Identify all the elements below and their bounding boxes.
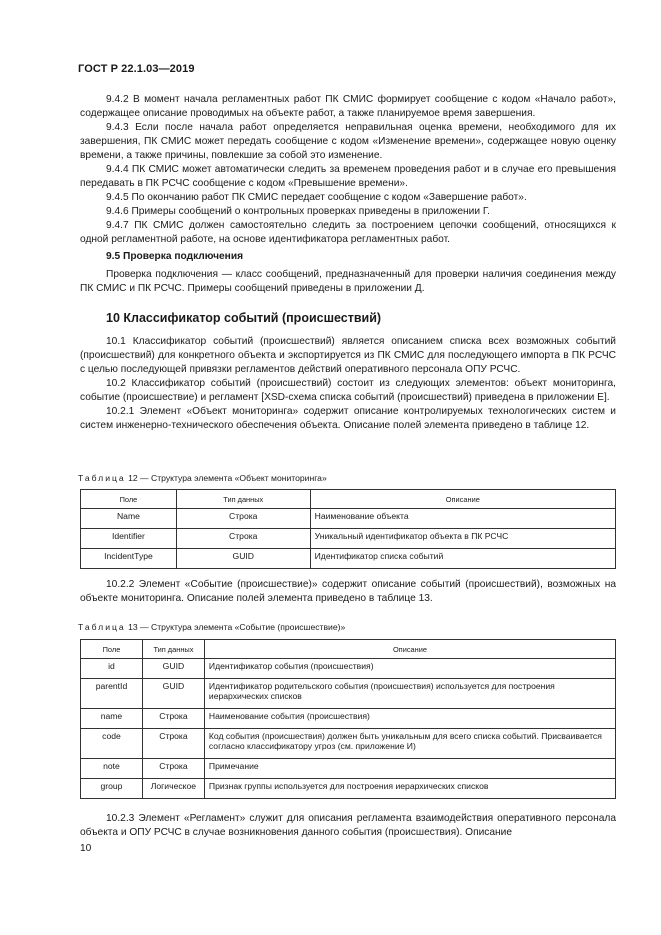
table-12: [80, 489, 616, 569]
table-cell: code: [81, 729, 143, 759]
table-cell: Уникальный идентификатор объекта в ПК РСЧС: [310, 529, 615, 549]
paragraph-9-4-4: 9.4.4 ПК СМИС может автоматически следить за временем проведения работ и в случае его превышения передавать в ПК РСЧС сообщение с кодом «Превышение времени».: [80, 164, 616, 189]
section-9-5-text-block: [80, 268, 616, 296]
table-cell: GUID: [142, 659, 204, 679]
table-13: [80, 639, 616, 799]
document-header: ГОСТ Р 22.1.03—2019: [78, 63, 195, 75]
table-row: [81, 729, 616, 759]
section-9-5-block: [80, 250, 616, 264]
table-cell: Код события (происшествия) должен быть уникальным для всего списка событий. Присваивается согласно классификатору угроз (см. приложение И): [204, 729, 615, 759]
page-number: 10: [80, 843, 92, 854]
table-header-cell: Описание: [204, 640, 615, 659]
paragraph-10-2-3: 10.2.3 Элемент «Регламент» служит для описания регламента взаимодействия оперативного персонала объекта и ОПУ РСЧС в случае возникновения данного события (происшествия). Описание: [80, 813, 616, 838]
table-row: [81, 549, 616, 569]
table-cell: Идентификатор родительского события (происшествия) используется для построения иерархических списков: [204, 679, 615, 709]
table-cell: Наименование события (происшествия): [204, 709, 615, 729]
paragraph-10-1: 10.1 Классификатор событий (происшествий) является описанием списка всех возможных событий (происшествий) для конкретного объекта и экспортируется из ПК СМИС для последующего импорта в ПК РСЧС с целью последующей привязки регламентов действий оперативного персонала ОПУ РСЧС.: [80, 336, 616, 375]
paragraph-10-2: 10.2 Классификатор событий (происшествий) состоит из следующих элементов: объект мониторинга, событие (происшествие) и регламент [XSD-схема списка событий (происшествий) приведена в приложении Е].: [80, 378, 616, 403]
table-cell: note: [81, 759, 143, 779]
section-9-5-text: Проверка подключения — класс сообщений, предназначенный для проверки наличия соединения между ПК СМИС и ПК РСЧС. Примеры сообщений приведены в приложении Д.: [80, 269, 616, 294]
table-cell: Логическое: [142, 779, 204, 799]
table-cell: IncidentType: [81, 549, 177, 569]
table-cell: Name: [81, 509, 177, 529]
table-header-row: [81, 490, 616, 509]
table-13-caption-word: Таблица: [78, 622, 126, 632]
paragraph-9-4-7: 9.4.7 ПК СМИС должен самостоятельно следить за построением цепочки сообщений, относящихся к одной регламентной работе, на основе идентификатора регламентных работ.: [80, 220, 616, 245]
table-cell: Строка: [142, 729, 204, 759]
table-cell: Идентификатор списка событий: [310, 549, 615, 569]
table-header-cell: Тип данных: [176, 490, 310, 509]
table-cell: Идентификатор события (происшествия): [204, 659, 615, 679]
paragraph-9-4-3: 9.4.3 Если после начала работ определяется неправильная оценка времени, необходимого для их завершения, ПК СМИС может передать сообщение с кодом «Изменение времени», содержащее новую оценку времени, а также причины, повлекшие за собой это изменение.: [80, 122, 616, 161]
table-cell: group: [81, 779, 143, 799]
paragraph-9-4-2: 9.4.2 В момент начала регламентных работ ПК СМИС формирует сообщение с кодом «Начало работ», содержащее описание проводимых на объекте работ, а также планируемое время завершения.: [80, 94, 616, 119]
table-cell: Строка: [176, 509, 310, 529]
table-cell: GUID: [142, 679, 204, 709]
table-row: [81, 779, 616, 799]
paragraph-10-2-2-block: [80, 578, 616, 606]
table-row: [81, 709, 616, 729]
table-13-caption-text: 13 — Структура элемента «Событие (происшествие)»: [125, 622, 346, 632]
table-row: [81, 759, 616, 779]
table-cell: Строка: [142, 709, 204, 729]
paragraph-9-4-6: 9.4.6 Примеры сообщений о контрольных проверках приведены в приложении Г.: [106, 206, 490, 217]
table-header-cell: Описание: [310, 490, 615, 509]
table-13-caption: [78, 620, 614, 634]
table-cell: GUID: [176, 549, 310, 569]
table-cell: Identifier: [81, 529, 177, 549]
table-cell: Признак группы используется для построения иерархических списков: [204, 779, 615, 799]
table-row: [81, 529, 616, 549]
table-cell: name: [81, 709, 143, 729]
table-12-caption: [78, 471, 614, 485]
paragraph-10-2-2: 10.2.2 Элемент «Событие (происшествие)» содержит описание событий (происшествий), возможных на объекте мониторинга. Описание полей элемента приведено в таблице 13.: [80, 579, 616, 604]
table-cell: id: [81, 659, 143, 679]
table-cell: Строка: [176, 529, 310, 549]
table-row: [81, 679, 616, 709]
table-12-caption-word: Таблица: [78, 473, 126, 483]
table-header-cell: Поле: [81, 640, 143, 659]
section-10-block: [80, 335, 616, 433]
table-cell: Строка: [142, 759, 204, 779]
table-header-row: [81, 640, 616, 659]
table-row: [81, 659, 616, 679]
table-cell: Наименование объекта: [310, 509, 615, 529]
table-header-cell: Поле: [81, 490, 177, 509]
table-header-cell: Тип данных: [142, 640, 204, 659]
section-9-4-block: [80, 93, 616, 247]
table-12-caption-text: 12 — Структура элемента «Объект мониторинга»: [125, 473, 327, 483]
section-10-heading-block: [80, 311, 616, 325]
paragraph-9-4-5: 9.4.5 По окончанию работ ПК СМИС передает сообщение с кодом «Завершение работ».: [106, 192, 527, 203]
table-row: [81, 509, 616, 529]
table-cell: Примечание: [204, 759, 615, 779]
section-9-5-heading: 9.5 Проверка подключения: [106, 251, 244, 262]
paragraph-10-2-1: 10.2.1 Элемент «Объект мониторинга» содержит описание контролируемых технологических систем и систем инженерно-технического обеспечения объекта. Описание полей элемента приведено в таблице 12.: [80, 406, 616, 431]
paragraph-10-2-3-block: [80, 812, 616, 840]
table-cell: parentId: [81, 679, 143, 709]
section-10-heading: 10 Классификатор событий (происшествий): [106, 311, 382, 325]
